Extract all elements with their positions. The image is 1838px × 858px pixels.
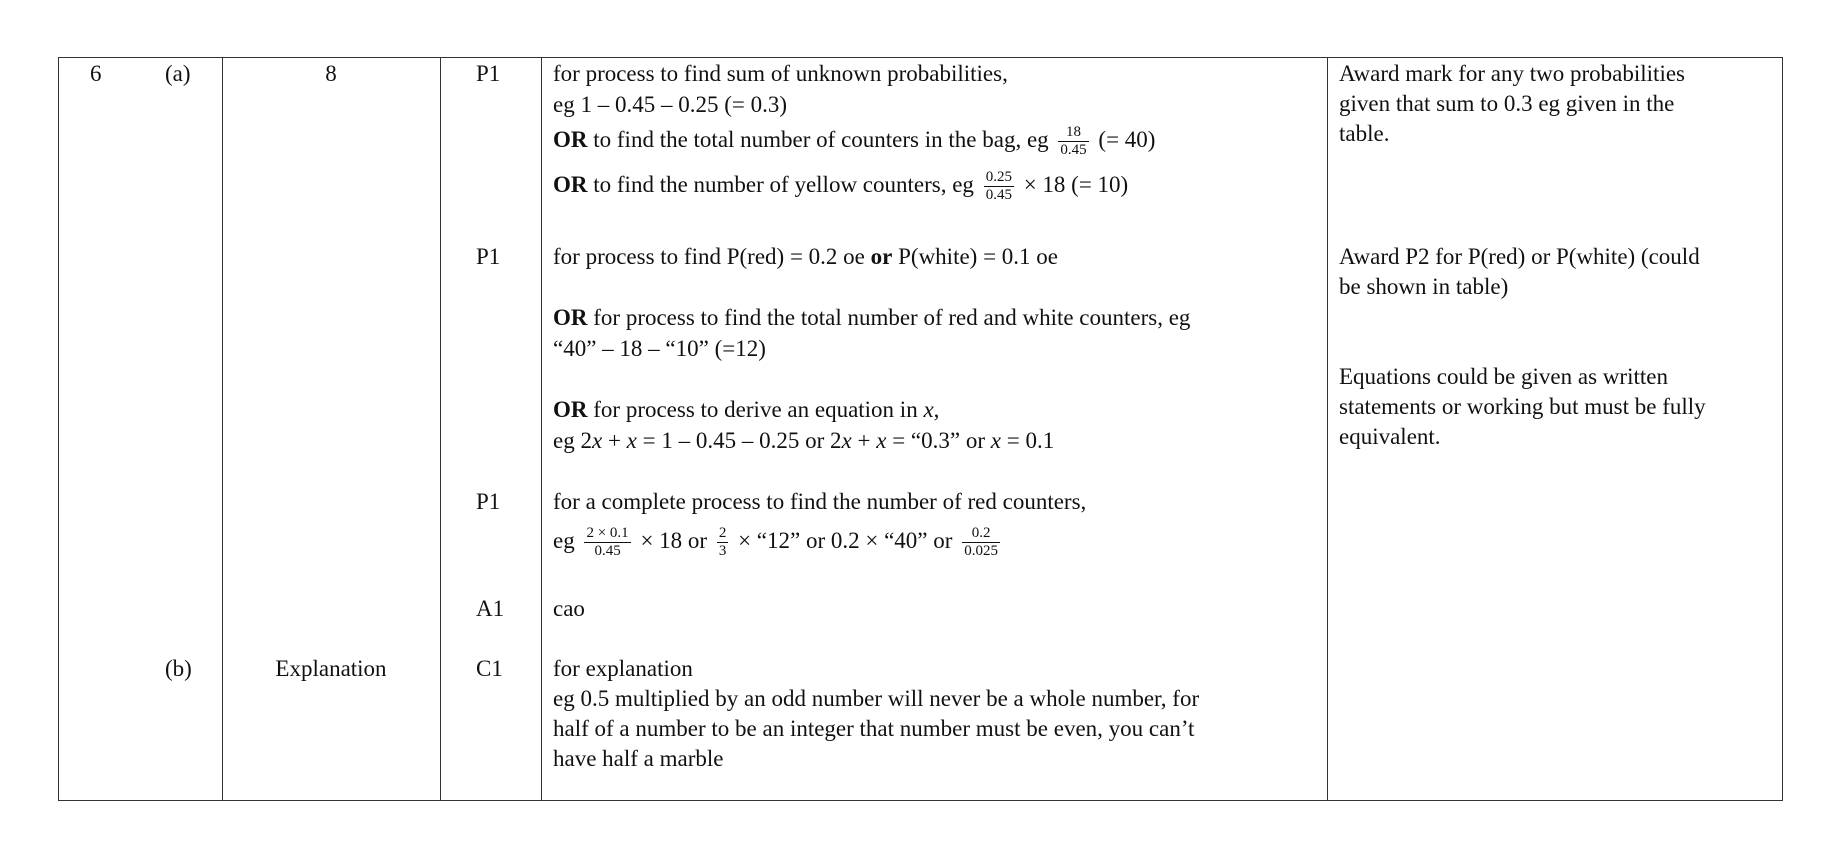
guidance-text: OR to find the total number of counters in the bag, eg $\frac{18}{0.45}$ (= 40) <box>553 124 1156 159</box>
column-divider <box>541 57 542 801</box>
mark-code: C1 <box>476 656 503 681</box>
guidance-text: eg 0.5 multiplied by an odd number will never be a whole number, for <box>553 686 1200 711</box>
guidance-text: “40” – 18 – “10” (=12) <box>553 336 766 361</box>
column-divider <box>440 57 441 801</box>
note-text: equivalent. <box>1339 424 1441 449</box>
fraction: $\frac{2}{3}$ <box>718 525 727 560</box>
note-text: Award P2 for P(red) or P(white) (could <box>1339 244 1700 269</box>
note-text: table. <box>1339 121 1390 146</box>
mark-code: P1 <box>476 489 501 514</box>
guidance-text: eg 2x + x = 1 – 0.45 – 0.25 or 2x + x = “0.3” or x = 0.1 <box>553 428 1055 453</box>
guidance-text: OR for process to derive an equation in x, <box>553 397 940 422</box>
guidance-text: half of a number to be an integer that number must be even, you can’t <box>553 716 1195 741</box>
part-a-answer: 8 <box>325 61 337 86</box>
mark-code: A1 <box>476 596 505 621</box>
fraction: $\frac{0.25}{0.45}$ <box>985 169 1012 204</box>
guidance-text: for process to find P(red) = 0.2 oe or P(white) = 0.1 oe <box>553 244 1059 269</box>
note-text: statements or working but must be fully <box>1339 394 1706 419</box>
fraction: $\frac{2 \times 0.1}{0.45}$ <box>586 525 629 560</box>
guidance-text: cao <box>553 596 585 621</box>
fraction: $\frac{0.2}{0.025}$ <box>964 525 998 560</box>
mark-code: P1 <box>476 61 501 86</box>
guidance-text: OR for process to find the total number of red and white counters, eg <box>553 305 1191 330</box>
guidance-text: have half a marble <box>553 746 724 771</box>
guidance-text: for process to find sum of unknown probabilities, <box>553 61 1008 86</box>
part-b-label: (b) <box>165 656 192 681</box>
guidance-text: eg $\frac{2 \times 0.1}{0.45}$ × 18 or $\frac{2}{3}$ × “12” or 0.2 × “40” or $\frac{0.2}{0.025}$ <box>553 525 998 560</box>
column-divider <box>1327 57 1328 801</box>
fraction: $\frac{18}{0.45}$ <box>1060 124 1087 159</box>
note-text: Award mark for any two probabilities <box>1339 61 1685 86</box>
part-a-label: (a) <box>165 61 191 86</box>
question-number: 6 <box>90 61 102 86</box>
note-text: be shown in table) <box>1339 274 1509 299</box>
note-text: Equations could be given as written <box>1339 364 1668 389</box>
note-text: given that sum to 0.3 eg given in the <box>1339 91 1675 116</box>
guidance-text: for a complete process to find the number of red counters, <box>553 489 1087 514</box>
guidance-text: for explanation <box>553 656 693 681</box>
part-b-answer: Explanation <box>275 656 387 681</box>
guidance-text: OR to find the number of yellow counters, eg $\frac{0.25}{0.45}$ × 18 (= 10) <box>553 169 1129 204</box>
column-divider <box>222 57 223 801</box>
mark-code: P1 <box>476 244 501 269</box>
guidance-text: eg 1 – 0.45 – 0.25 (= 0.3) <box>553 92 787 117</box>
